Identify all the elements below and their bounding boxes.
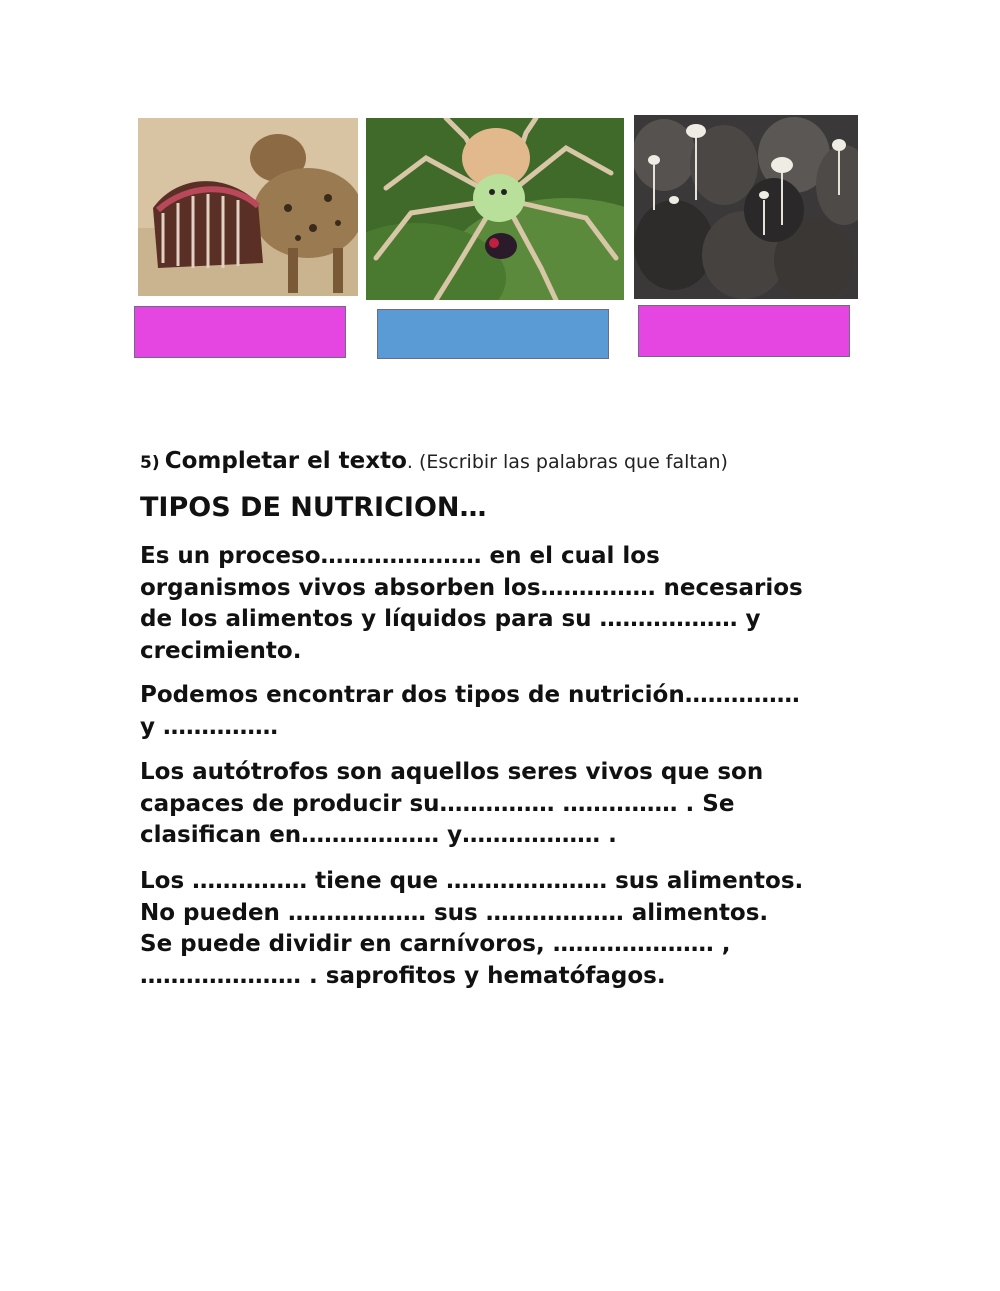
text-line: clasifican en……………… y……………… . (140, 822, 617, 848)
text-line: No pueden ……………… sus ……………… alimentos. (140, 899, 769, 926)
spider-photo (366, 118, 624, 300)
text-line: capaces de producir su…………… …………… . Se (140, 790, 735, 817)
instruction-number: 5) (140, 453, 160, 473)
section-heading: TIPOS DE NUTRICION… (140, 492, 487, 523)
instruction-separator: . ( (406, 451, 427, 473)
text-line: organismos vivos absorben los…………… necesarios (140, 574, 803, 601)
answer-box-1[interactable] (134, 306, 346, 358)
text-line: ………………… . saprofitos y hematófagos. (140, 962, 666, 989)
paragraph-types (140, 680, 870, 743)
answer-box-3[interactable] (638, 305, 850, 357)
text-line: Los …………… tiene que ………………… sus alimentos. (140, 868, 804, 894)
text-line: Se puede dividir en carnívoros, ………………… , (140, 931, 731, 957)
fungi-photo (634, 115, 858, 299)
text-line: crecimiento. (140, 637, 302, 664)
instruction-title: Completar el texto (164, 448, 407, 474)
hyena-photo (138, 118, 358, 296)
instruction-note: Escribir las palabras que faltan) (426, 451, 728, 473)
text-line: y …………… (140, 713, 278, 740)
instruction (140, 448, 728, 474)
paragraph-heterotrophs (140, 866, 870, 992)
paragraph-autotrophs (140, 757, 870, 852)
text-line: Los autótrofos son aquellos seres vivos que son (140, 759, 764, 785)
answer-box-2[interactable] (377, 309, 609, 359)
text-line: de los alimentos y líquidos para su ……………… y (140, 606, 761, 632)
text-line: Podemos encontrar dos tipos de nutrición…………… (140, 682, 800, 708)
text-line: Es un proceso………………… en el cual los (140, 543, 660, 569)
paragraph-definition (140, 541, 870, 667)
